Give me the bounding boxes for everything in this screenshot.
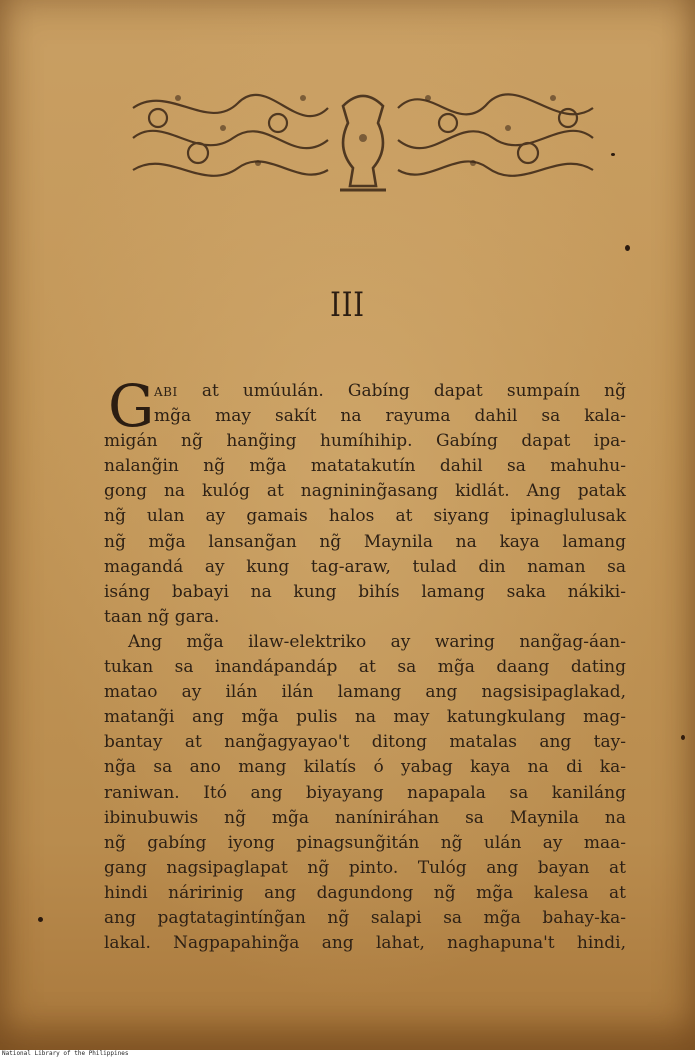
text-line: raniwan. Itó ang biyayang napapala sa kaniláng <box>104 782 626 803</box>
text-line: ng̃ mg̃a lansang̃an ng̃ Maynila na kaya lamang <box>104 531 626 552</box>
text-line: Ang mg̃a ilaw-elektriko ay waring nang̃ag-áan- <box>128 631 626 652</box>
text-line: magandá ay kung tag-araw, tulad din naman sa <box>104 556 626 577</box>
text-line: gang nagsipaglapat ng̃ pinto. Tulóg ang bayan at <box>104 857 626 878</box>
text-line: gong na kulóg at nagnining̃asang kidlát. Ang patak <box>104 481 626 502</box>
text-line: isáng babayi na kung bihís lamang saka nákiki- <box>104 581 626 602</box>
text-line: migán ng̃ hang̃ing humíhihip. Gabíng dapat ipa- <box>104 431 626 452</box>
ink-speck <box>625 245 630 251</box>
text-line: hindi náririnig ang dagundong ng̃ mg̃a kalesa at <box>104 882 626 903</box>
text-line: ng̃ ulan ay gamais halos at siyang ipinaglulusak <box>104 506 626 527</box>
ink-speck <box>38 917 43 922</box>
text-line: taan ng̃ gara. <box>104 606 220 627</box>
text-line: ng̃ gabíng iyong pinagsung̃itán ng̃ ulán ay maa- <box>104 832 626 853</box>
footer-credit: National Library of the Philippines <box>0 1050 695 1058</box>
text-line: matang̃i ang mg̃a pulis na may katungkulang mag- <box>104 707 626 728</box>
chapter-title: III <box>330 285 365 325</box>
text-line: bantay at nang̃agyayao't ditong matalas ang tay- <box>104 732 626 753</box>
text-line: abi at umúulán. Gabíng dapat sumpaín ng̃ <box>154 381 626 401</box>
text-line: lakal. Nagpapahing̃a ang lahat, naghapuna't hindi, <box>104 933 626 954</box>
text-line: ibinubuwis ng̃ mg̃a naníniráhan sa Maynila na <box>104 807 626 828</box>
drop-cap: G <box>108 372 155 440</box>
ink-speck <box>611 153 615 156</box>
text-line: mg̃a may sakít na rayuma dahil sa kala- <box>154 406 626 427</box>
ink-speck <box>681 735 685 740</box>
text-line: ang pagtatagintíng̃an ng̃ salapi sa mg̃a bahay-ka- <box>104 907 626 928</box>
text-line: matao ay ilán ilán lamang ang nagsisipaglakad, <box>104 682 626 703</box>
text-line: tukan sa inandápandáp at sa mg̃a daang dating <box>104 657 626 678</box>
ornamental-headpiece <box>128 78 598 196</box>
text-line: ng̃a sa ano mang kilatís ó yabag kaya na di ka- <box>104 757 626 778</box>
body-text <box>104 372 626 956</box>
text-line: nalang̃in ng̃ mg̃a matatakutín dahil sa mahuhu- <box>104 456 626 477</box>
